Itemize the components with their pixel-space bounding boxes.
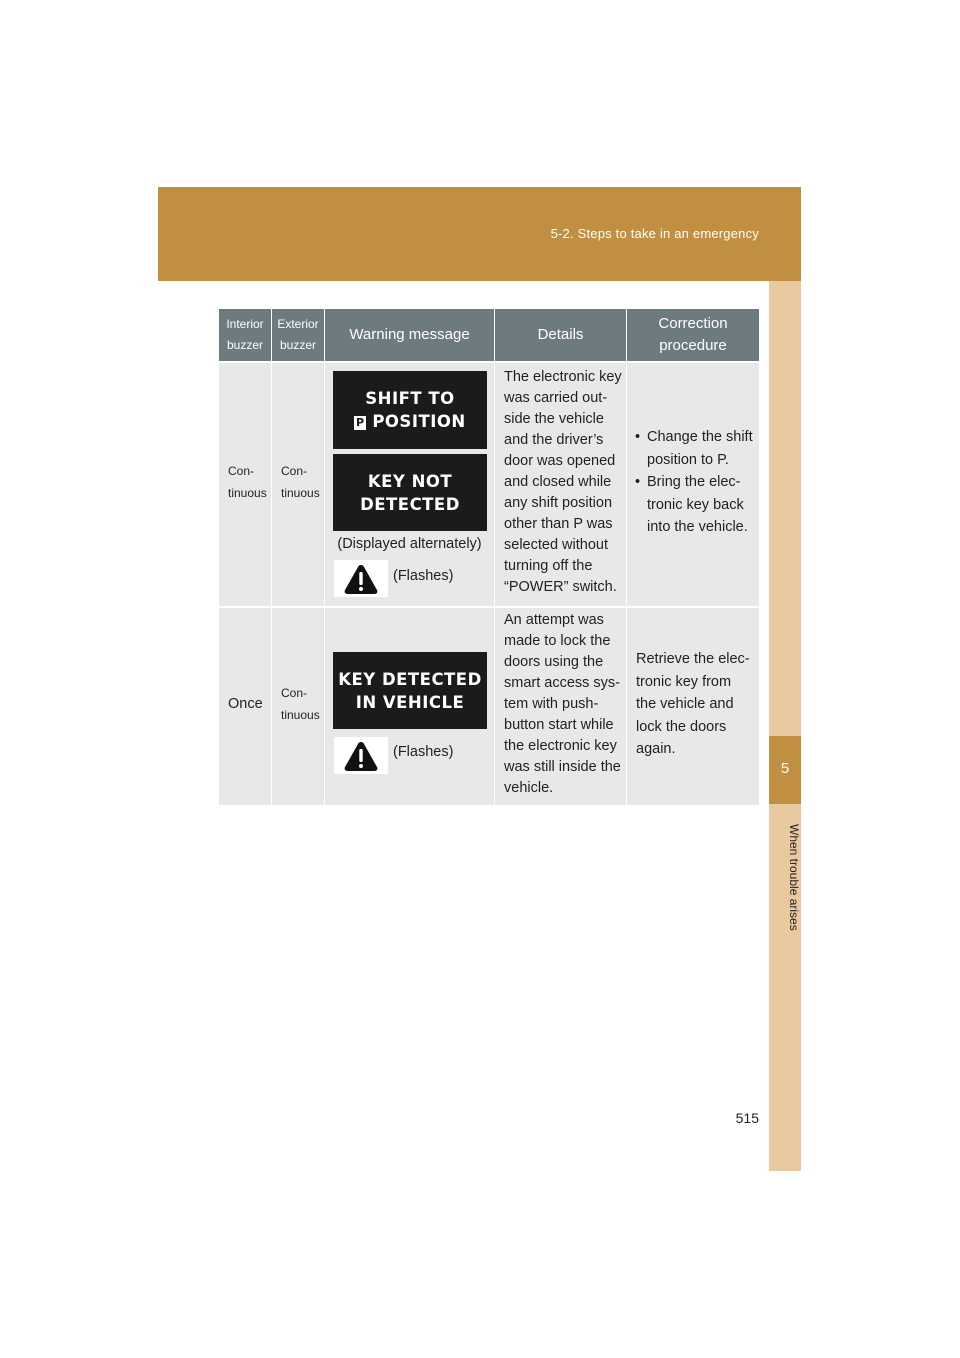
warning-exclamation-icon xyxy=(343,563,379,595)
flashes-note: (Flashes) xyxy=(393,744,454,760)
correction-line: the vehicle and xyxy=(636,696,734,712)
bullet-dot: • xyxy=(635,474,641,490)
details-line: vehicle. xyxy=(504,780,554,796)
details-line: the electronic key xyxy=(504,738,617,754)
correction-line: Change the shift xyxy=(647,429,753,445)
header-text: buzzer xyxy=(226,338,263,352)
cell-text: tinuous xyxy=(281,708,320,722)
chapter-number: 5 xyxy=(780,760,790,777)
row2-correction xyxy=(636,648,750,761)
flashes-note: (Flashes) xyxy=(393,568,454,584)
bullet-dot: • xyxy=(635,429,641,445)
display-text: DETECTED xyxy=(360,494,460,514)
cell-text: Con- xyxy=(281,464,308,478)
details-line: any shift position xyxy=(504,495,613,511)
section-header-band xyxy=(158,187,801,281)
correction-line: tronic key back xyxy=(647,496,744,513)
details-line: side the vehicle xyxy=(504,411,604,427)
grid-divider xyxy=(324,309,325,805)
details-line: The electronic key xyxy=(504,369,622,385)
details-line: door was opened xyxy=(504,453,616,469)
display-text: KEY DETECTED xyxy=(338,669,482,689)
header-exterior-buzzer xyxy=(272,309,324,361)
display-text: IN VEHICLE xyxy=(355,692,465,712)
details-line: was carried out- xyxy=(504,390,608,406)
header-text: Correction xyxy=(658,315,728,332)
display-text: SHIFT TO xyxy=(365,389,455,408)
correction-line: again. xyxy=(636,741,676,757)
correction-line: Bring the elec- xyxy=(647,474,741,490)
row1-exterior-buzzer xyxy=(281,460,320,504)
row2-interior-buzzer: Once xyxy=(228,696,263,712)
correction-line: tronic key from xyxy=(636,673,732,690)
warning-icon-box xyxy=(334,560,388,597)
correction-bullet xyxy=(627,426,757,471)
header-text: buzzer xyxy=(279,338,317,352)
cell-text: tinuous xyxy=(228,486,267,500)
page-number: 515 xyxy=(735,1110,759,1126)
grid-divider xyxy=(219,606,759,608)
cell-text: Con- xyxy=(228,464,255,478)
side-index-strip xyxy=(769,281,801,1171)
row1-interior-buzzer xyxy=(228,460,267,504)
warning-table xyxy=(219,309,759,805)
correction-line: lock the doors xyxy=(636,718,727,735)
details-line: smart access sys- xyxy=(504,675,621,691)
correction-line: position to P. xyxy=(647,451,729,468)
grid-divider xyxy=(626,309,627,805)
details-line: and the driver’s xyxy=(504,432,604,448)
header-text: Interior xyxy=(226,317,264,331)
cell-text: Con- xyxy=(281,686,308,700)
correction-bullet xyxy=(627,471,757,539)
p-position-icon: P xyxy=(356,416,365,429)
warning-icon-box xyxy=(334,737,388,774)
details-line: doors using the xyxy=(504,654,604,670)
row2-exterior-buzzer xyxy=(281,682,320,726)
header-warning-message: Warning message xyxy=(325,309,494,361)
details-line: selected without xyxy=(504,537,608,553)
grid-divider xyxy=(271,309,272,805)
display-shift-to-p-position xyxy=(333,371,487,449)
display-text: POSITION xyxy=(372,412,466,431)
grid-divider xyxy=(494,309,495,805)
header-text: Exterior xyxy=(277,317,319,331)
displayed-alternately-note: (Displayed alternately) xyxy=(337,536,482,552)
chapter-title: When trouble arises xyxy=(787,823,801,931)
chapter-tab[interactable] xyxy=(769,736,801,804)
display-text-line xyxy=(333,410,487,433)
correction-line: Retrieve the elec- xyxy=(636,651,750,667)
header-details: Details xyxy=(495,309,626,361)
details-line: An attempt was xyxy=(504,612,604,628)
header-correction-procedure xyxy=(627,309,759,361)
details-line: made to lock the xyxy=(504,633,611,649)
details-line: “POWER” switch. xyxy=(504,579,617,595)
header-text: procedure xyxy=(659,337,727,354)
display-text: KEY NOT xyxy=(367,471,453,491)
row2-details xyxy=(504,610,621,799)
row1-correction xyxy=(627,426,757,539)
section-title: 5-2. Steps to take in an emergency xyxy=(550,226,759,241)
correction-line: into the vehicle. xyxy=(647,519,748,535)
details-line: and closed while xyxy=(504,474,612,490)
warning-exclamation-icon xyxy=(343,740,379,772)
details-line: other than P was xyxy=(504,516,613,532)
grid-divider xyxy=(219,361,759,363)
display-key-detected-in-vehicle xyxy=(333,652,487,729)
details-line: button start while xyxy=(504,717,614,733)
header-interior-buzzer xyxy=(219,309,271,361)
details-line: turning off the xyxy=(504,558,593,574)
details-line: was still inside the xyxy=(504,759,621,775)
display-key-not-detected xyxy=(333,454,487,531)
cell-text: tinuous xyxy=(281,486,320,500)
row1-details xyxy=(504,367,622,598)
details-line: tem with push- xyxy=(504,696,599,712)
